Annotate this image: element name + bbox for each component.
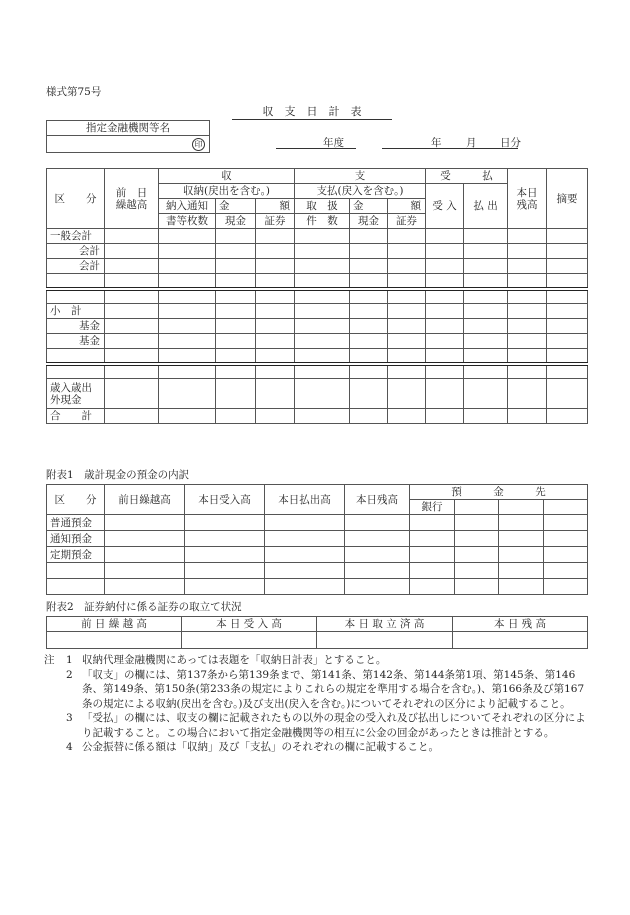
header-receive-pay: 受 払 <box>426 169 508 184</box>
table-cell <box>105 531 185 547</box>
table-cell <box>455 563 499 579</box>
table-cell <box>216 349 256 364</box>
table-cell <box>105 244 159 259</box>
table-cell <box>256 289 295 304</box>
table-cell <box>410 563 455 579</box>
table-cell <box>350 259 388 274</box>
table-cell <box>105 364 159 379</box>
table-cell <box>105 229 159 244</box>
table-cell <box>508 304 547 319</box>
row-label: 一般会計 <box>47 229 105 244</box>
table-row <box>47 364 588 379</box>
table-cell <box>464 334 508 349</box>
header-handling: 取 扱 <box>295 199 350 214</box>
row-label: 定期預金 <box>47 547 105 563</box>
table-cell <box>508 364 547 379</box>
table-cell <box>464 289 508 304</box>
table-cell <box>426 319 464 334</box>
table-cell <box>182 632 317 649</box>
date-blank <box>382 136 518 149</box>
note-item <box>46 740 586 755</box>
table-row <box>47 229 588 244</box>
table-cell <box>265 563 345 579</box>
table-row <box>47 289 588 304</box>
table-cell <box>464 259 508 274</box>
annex1-header-paid: 本日払出高 <box>265 485 345 515</box>
annex1-caption: 附表1 歳計現金の預金の内訳 <box>46 469 190 481</box>
annex2-header-collected: 本 日 取 立 済 高 <box>317 617 453 632</box>
table-cell <box>105 334 159 349</box>
table-cell <box>426 259 464 274</box>
page-title: 収 支 日 計 表 <box>232 103 392 120</box>
notes-section <box>46 653 586 755</box>
table-cell <box>350 274 388 289</box>
table-row <box>47 515 588 531</box>
bank-name-label: 指定金融機関等名 <box>47 121 210 136</box>
table-cell <box>216 364 256 379</box>
table-cell <box>256 349 295 364</box>
row-label: 基金 <box>47 334 105 349</box>
table-cell <box>426 379 464 409</box>
header-today-balance <box>508 169 547 229</box>
table-cell <box>159 334 216 349</box>
table-cell <box>464 364 508 379</box>
table-cell <box>317 632 453 649</box>
note-item <box>46 668 586 712</box>
header-amount2-right: 額 <box>388 199 426 214</box>
table-row <box>47 274 588 289</box>
notes-label: 注 <box>44 654 55 666</box>
annex2-header-balance: 本 日 残 高 <box>453 617 588 632</box>
table-cell <box>426 349 464 364</box>
table-cell <box>345 515 410 531</box>
annex1-header-balance: 本日残高 <box>345 485 410 515</box>
table-cell <box>455 515 499 531</box>
note-item <box>46 711 586 740</box>
table-cell <box>256 364 295 379</box>
table-cell <box>508 334 547 349</box>
table-cell <box>547 379 588 409</box>
annex1-table <box>46 484 588 595</box>
table-cell <box>185 547 265 563</box>
table-cell <box>350 349 388 364</box>
annex1-header-bank: 銀行 <box>410 500 455 515</box>
table-cell <box>499 563 544 579</box>
table-cell <box>295 379 350 409</box>
table-cell <box>410 515 455 531</box>
daily-balance-table <box>46 168 588 424</box>
table-row <box>47 579 588 595</box>
table-cell <box>499 515 544 531</box>
table-cell <box>47 364 105 379</box>
row-label: 基金 <box>47 319 105 334</box>
table-cell <box>256 304 295 319</box>
table-cell <box>159 259 216 274</box>
note-text: 収納代理金融機関にあっては表題を「収納日計表」とすること。 <box>82 654 387 666</box>
note-text: 「収支」の欄には、第137条から第139条まで、第141条、第142条、第144条第1項、第145条、第146条、第149条、第150条(第233条の規定によりこれらの規定を準用する場合を含む。)、第166条及び第167条の規定による収納(戻出を含む。)及び支出(戻入を含む。)についてそれぞれの区分により記載すること。 <box>82 668 585 710</box>
table-cell <box>547 349 588 364</box>
table-cell <box>256 229 295 244</box>
table-row <box>47 379 588 409</box>
header-securities2: 証券 <box>388 214 426 229</box>
header-receive: 受 入 <box>426 184 464 229</box>
table-cell <box>295 349 350 364</box>
table-cell <box>105 579 185 595</box>
table-cell <box>295 229 350 244</box>
table-cell <box>410 579 455 595</box>
table-cell <box>508 409 547 424</box>
table-cell <box>295 289 350 304</box>
table-cell <box>185 579 265 595</box>
table-cell <box>345 531 410 547</box>
header-cash: 現金 <box>216 214 256 229</box>
table-cell <box>426 289 464 304</box>
table-row <box>47 632 588 649</box>
table-cell <box>547 319 588 334</box>
table-cell <box>426 229 464 244</box>
table-cell <box>47 563 105 579</box>
fiscal-year-label: 年度 <box>323 137 344 149</box>
table-cell <box>295 364 350 379</box>
table-cell <box>547 364 588 379</box>
seal-mark-icon: 印 <box>192 138 205 151</box>
table-cell <box>453 632 588 649</box>
table-cell <box>499 579 544 595</box>
table-cell <box>159 274 216 289</box>
annex2-header-received: 本 日 受 入 高 <box>182 617 317 632</box>
annex1-header-received: 本日受入高 <box>185 485 265 515</box>
table-cell <box>508 274 547 289</box>
fiscal-year-blank <box>276 136 356 149</box>
table-cell <box>256 334 295 349</box>
header-remarks: 摘要 <box>547 169 588 229</box>
table-cell <box>544 547 588 563</box>
table-cell <box>256 319 295 334</box>
header-previous-day <box>105 169 159 229</box>
table-cell <box>464 274 508 289</box>
table-row <box>47 349 588 364</box>
table-cell <box>544 500 588 515</box>
table-cell <box>388 349 426 364</box>
table-cell <box>256 409 295 424</box>
table-cell <box>388 364 426 379</box>
table-cell <box>544 515 588 531</box>
table-cell <box>345 579 410 595</box>
table-cell <box>508 229 547 244</box>
table-cell <box>216 244 256 259</box>
table-cell <box>455 500 499 515</box>
row-label: 普通預金 <box>47 515 105 531</box>
date-month-label: 月 <box>466 137 477 149</box>
table-cell <box>455 579 499 595</box>
table-cell <box>547 259 588 274</box>
table-cell <box>105 304 159 319</box>
table-cell <box>388 259 426 274</box>
table-cell <box>216 409 256 424</box>
table-cell <box>410 547 455 563</box>
table-cell <box>47 289 105 304</box>
row-label <box>47 379 105 409</box>
table-cell <box>105 349 159 364</box>
table-cell <box>47 274 105 289</box>
table-cell <box>544 579 588 595</box>
table-cell <box>388 334 426 349</box>
table-cell <box>295 334 350 349</box>
table-row <box>47 563 588 579</box>
header-payment: 支払(戻入を含む。) <box>295 184 426 199</box>
table-cell <box>265 515 345 531</box>
table-cell <box>265 547 345 563</box>
row-label: 小 計 <box>47 304 105 319</box>
header-balance: 残高 <box>516 198 538 211</box>
row-label: 会計 <box>47 244 105 259</box>
table-row <box>47 244 588 259</box>
table-cell <box>547 334 588 349</box>
table-cell <box>499 531 544 547</box>
header-amount2-left: 金 <box>350 199 388 214</box>
table-cell <box>105 563 185 579</box>
bank-name-cell <box>47 136 210 153</box>
table-cell <box>464 304 508 319</box>
header-amount-left: 金 <box>216 199 256 214</box>
table-cell <box>547 244 588 259</box>
table-cell <box>547 304 588 319</box>
annex2-caption: 附表2 証券納付に係る証券の取立て状況 <box>46 601 242 613</box>
header-kubun: 区 分 <box>47 169 105 229</box>
table-cell <box>544 563 588 579</box>
section-b <box>47 289 588 364</box>
table-cell <box>295 319 350 334</box>
table-cell <box>350 304 388 319</box>
table-cell <box>410 531 455 547</box>
table-cell <box>350 289 388 304</box>
header-amount-right: 額 <box>256 199 295 214</box>
table-cell <box>388 289 426 304</box>
table-cell <box>388 379 426 409</box>
header-receipts: 収 <box>159 169 295 184</box>
note-text: 公金振替に係る額は「収納」及び「支払」のそれぞれの欄に記載すること。 <box>82 741 439 753</box>
table-cell <box>295 244 350 259</box>
table-cell <box>345 563 410 579</box>
table-cell <box>464 319 508 334</box>
table-cell <box>105 289 159 304</box>
table-cell <box>216 334 256 349</box>
annex2-header-carryover: 前 日 繰 越 高 <box>47 617 182 632</box>
table-cell <box>185 515 265 531</box>
table-cell <box>464 229 508 244</box>
table-cell <box>216 274 256 289</box>
header-case-count: 件 数 <box>295 214 350 229</box>
row-label: 合 計 <box>47 409 105 424</box>
header-expenditure: 支 <box>295 169 426 184</box>
table-cell <box>426 244 464 259</box>
table-cell <box>508 319 547 334</box>
table-cell <box>256 259 295 274</box>
header-payout: 払 出 <box>464 184 508 229</box>
table-cell <box>47 349 105 364</box>
table-cell <box>216 259 256 274</box>
annex1-header-carryover: 前日繰越高 <box>105 485 185 515</box>
table-cell <box>350 334 388 349</box>
table-cell <box>295 259 350 274</box>
table-cell <box>216 319 256 334</box>
table-cell <box>159 319 216 334</box>
table-cell <box>388 319 426 334</box>
table-cell <box>105 379 159 409</box>
table-cell <box>350 244 388 259</box>
table-cell <box>426 304 464 319</box>
table-cell <box>256 244 295 259</box>
annex1-header-deposit-bank: 預 金 先 <box>410 485 588 500</box>
row-label-line2: 外現金 <box>50 393 82 406</box>
table-cell <box>508 349 547 364</box>
table-cell <box>547 289 588 304</box>
table-cell <box>47 632 182 649</box>
table-cell <box>508 244 547 259</box>
header-securities: 証券 <box>256 214 295 229</box>
table-cell <box>159 409 216 424</box>
form-number: 様式第75号 <box>46 86 102 98</box>
table-cell <box>388 244 426 259</box>
table-cell <box>350 319 388 334</box>
table-cell <box>47 579 105 595</box>
table-cell <box>464 244 508 259</box>
table-cell <box>105 515 185 531</box>
table-cell <box>159 229 216 244</box>
table-row <box>47 319 588 334</box>
table-cell <box>295 409 350 424</box>
table-row <box>47 259 588 274</box>
header-sheet-count: 書等枚数 <box>159 214 216 229</box>
note-number: 1 <box>66 654 73 666</box>
header-carryover: 繰越高 <box>115 198 148 211</box>
annex2-table <box>46 616 588 649</box>
header-today: 本日 <box>516 186 538 199</box>
table-cell <box>105 409 159 424</box>
table-cell <box>265 531 345 547</box>
table-cell <box>388 304 426 319</box>
table-row <box>47 334 588 349</box>
section-a <box>47 229 588 289</box>
note-text: 「受払」の欄には、収支の欄に記載されたもの以外の現金の受入れ及び払出しについてそれぞれの区分により記載すること。この場合において指定金融機関等の相互に公金の回金があったときは推計とする。 <box>82 712 586 739</box>
table-cell <box>216 289 256 304</box>
table-row <box>47 531 588 547</box>
section-c <box>47 364 588 424</box>
header-previous-day-top: 前 日 <box>115 186 148 199</box>
table-cell <box>350 409 388 424</box>
table-cell <box>295 274 350 289</box>
table-cell <box>464 349 508 364</box>
table-cell <box>350 379 388 409</box>
table-cell <box>508 259 547 274</box>
date-year-label: 年 <box>431 137 442 149</box>
header-notice-count: 納入通知 <box>159 199 216 214</box>
row-label-line1: 歳入歳出 <box>50 381 92 394</box>
table-cell <box>547 229 588 244</box>
bank-name-box <box>46 120 210 153</box>
table-cell <box>216 379 256 409</box>
table-cell <box>265 579 345 595</box>
table-cell <box>464 409 508 424</box>
table-cell <box>350 364 388 379</box>
table-cell <box>388 229 426 244</box>
table-cell <box>256 274 295 289</box>
note-number: 4 <box>66 741 73 753</box>
table-cell <box>455 531 499 547</box>
table-cell <box>105 259 159 274</box>
table-cell <box>499 547 544 563</box>
table-cell <box>295 304 350 319</box>
table-row <box>47 547 588 563</box>
table-cell <box>105 319 159 334</box>
row-label: 会計 <box>47 259 105 274</box>
note-number: 3 <box>66 712 73 724</box>
table-cell <box>499 500 544 515</box>
table-cell <box>216 304 256 319</box>
table-cell <box>455 547 499 563</box>
table-cell <box>388 274 426 289</box>
table-cell <box>544 531 588 547</box>
table-cell <box>426 274 464 289</box>
table-row <box>47 409 588 424</box>
table-cell <box>426 364 464 379</box>
annex1-header-kubun: 区 分 <box>47 485 105 515</box>
header-cash2: 現金 <box>350 214 388 229</box>
table-cell <box>159 289 216 304</box>
table-cell <box>159 244 216 259</box>
table-row <box>47 304 588 319</box>
table-cell <box>345 547 410 563</box>
header-collection: 収納(戻出を含む。) <box>159 184 295 199</box>
table-cell <box>426 409 464 424</box>
table-cell <box>159 364 216 379</box>
note-number: 2 <box>66 668 73 681</box>
table-cell <box>350 229 388 244</box>
table-cell <box>105 547 185 563</box>
date-day-label: 日分 <box>500 137 521 149</box>
table-cell <box>464 379 508 409</box>
table-cell <box>159 349 216 364</box>
table-cell <box>388 409 426 424</box>
table-cell <box>159 379 216 409</box>
table-cell <box>256 379 295 409</box>
table-cell <box>426 334 464 349</box>
table-cell <box>185 531 265 547</box>
table-cell <box>185 563 265 579</box>
table-cell <box>508 289 547 304</box>
table-cell <box>159 304 216 319</box>
note-item <box>46 653 586 668</box>
table-cell <box>105 274 159 289</box>
table-cell <box>547 274 588 289</box>
row-label: 通知預金 <box>47 531 105 547</box>
table-cell <box>508 379 547 409</box>
table-cell <box>547 409 588 424</box>
table-cell <box>216 229 256 244</box>
